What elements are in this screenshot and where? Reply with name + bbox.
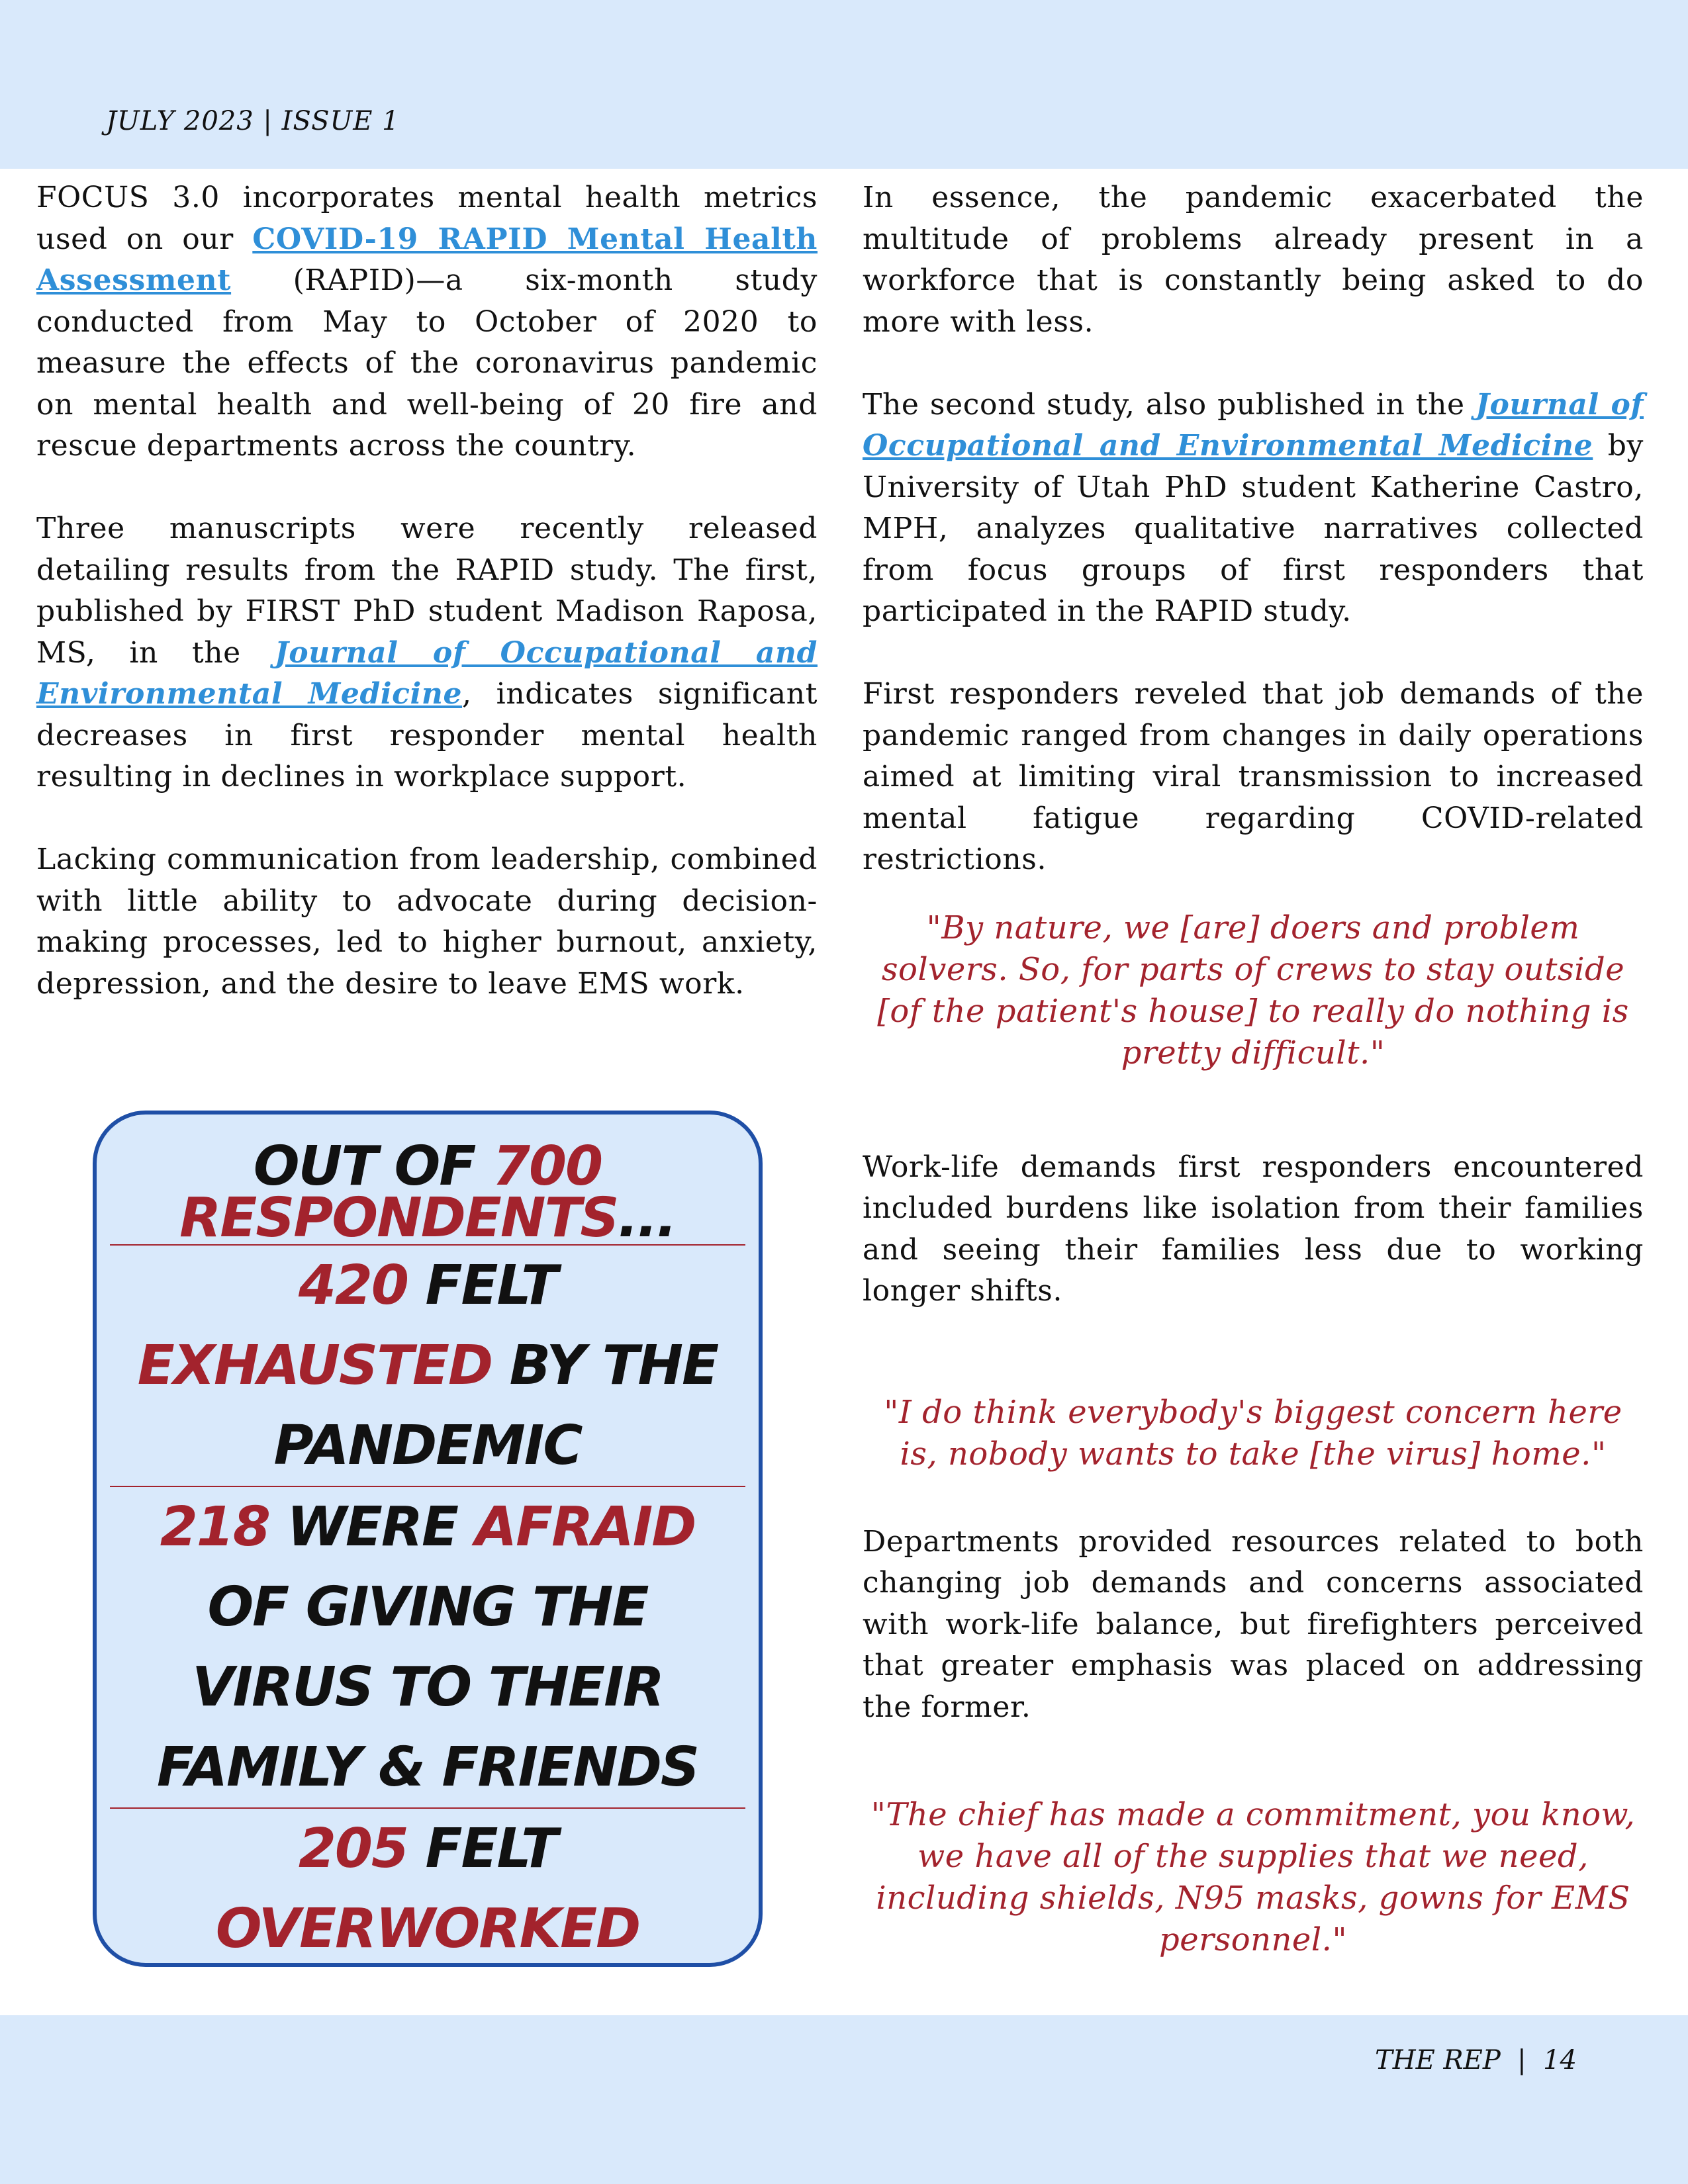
paragraph-text: Three manuscripts were recently released detailing results from the RAPID study. The first, published by FIRST PhD student Madison Raposa, MS, in the — [36, 512, 818, 670]
stat-text: RESPONDENTS — [179, 1187, 618, 1250]
stats-heading — [97, 1115, 759, 1250]
stat-text: EXHAUSTED — [137, 1334, 492, 1397]
stat-exhausted — [97, 1246, 759, 1486]
stat-text: FELT — [407, 1817, 557, 1880]
stat-number: 420 — [298, 1254, 408, 1317]
paragraph-second-study — [863, 385, 1644, 633]
rapid-assessment-link[interactable]: COVID-19 RAPID Mental Health Assessment — [36, 222, 818, 297]
stat-text: WERE — [269, 1496, 475, 1559]
paragraph-rapid-intro — [36, 177, 818, 467]
stat-afraid — [97, 1487, 759, 1807]
pull-quote-2: "I do think everybody's biggest concern here is, nobody wants to take [the virus] home." — [884, 1393, 1622, 1473]
pull-quote-1: "By nature, we [are] doers and problem solvers. So, for parts of crews to stay outside [of the patient's house] to really do nothing is pretty difficult." — [877, 909, 1629, 1071]
paragraph-essence: In essence, the pandemic exacerbated the multitude of problems already present in a workforce that is constantly being asked to do more with less. — [863, 181, 1644, 339]
paragraph-job-demands: First responders reveled that job demands of the pandemic ranged from changes in daily operations aimed at limiting viral transmission to increased mental fatigue regarding COVID-related restrictions. — [863, 677, 1644, 876]
header-band — [0, 0, 1688, 169]
stat-number: 218 — [160, 1496, 269, 1559]
stats-box — [93, 1111, 763, 1967]
journal-link-2[interactable]: Journal of Occupational and Environmental Medicine — [863, 387, 1644, 463]
stat-number: 205 — [298, 1817, 408, 1880]
issue-label: JULY 2023 | ISSUE 1 — [106, 106, 400, 136]
paragraph-text: FOCUS 3.0 incorporates mental health metrics used on our — [36, 181, 818, 256]
paragraph-work-life: Work-life demands first responders encountered included burdens like isolation from their families and seeing their families less due to working longer shifts. — [863, 1150, 1644, 1308]
footer-band — [0, 2015, 1688, 2184]
paragraph-text: The second study, also published in the — [863, 387, 1476, 422]
stat-text: ... — [618, 1187, 676, 1250]
pull-quote-3: "The chief has made a commitment, you know, we have all of the supplies that we need, including shields, N95 masks, gowns for EMS personnel." — [870, 1796, 1636, 1958]
stat-text: BY THE — [492, 1334, 718, 1397]
respondent-count: 700 — [492, 1135, 602, 1198]
stat-text: AFRAID — [475, 1496, 696, 1559]
paragraph-text: by University of Utah PhD student Katherine Castro, MPH, analyzes qualitative narratives collected from focus groups of first responders that participated in the RAPID study. — [863, 429, 1644, 628]
stat-text: PANDEMIC — [273, 1414, 582, 1477]
paragraph-text: , indicates significant decreases in first responder mental health resulting in declines in workplace support. — [36, 677, 818, 794]
footer-page-label: THE REP | 14 — [1375, 2045, 1577, 2075]
right-column — [863, 177, 1644, 2003]
stat-overworked — [97, 1809, 759, 1969]
paragraph-resources: Departments provided resources related to both changing job demands and concerns associated with work-life balance, but firefighters perceived that greater emphasis was placed on addressing the former. — [863, 1524, 1644, 1724]
stat-text: VIRUS TO THEIR — [192, 1656, 663, 1719]
stat-text: OVERWORKED — [215, 1897, 640, 1960]
paragraph-leadership: Lacking communication from leadership, combined with little ability to advocate during decision-making processes, led to higher burnout, anxiety, depression, and the desire to leave EMS work. — [36, 842, 818, 1001]
paragraph-manuscripts — [36, 508, 818, 798]
stat-text: FELT — [407, 1254, 557, 1317]
stat-text: FAMILY & FRIENDS — [157, 1736, 698, 1799]
journal-link-1[interactable]: Journal of Occupational and Environmental Medicine — [36, 635, 818, 711]
paragraph-text: (RAPID)—a six-month study conducted from May to October of 2020 to measure the effects of the coronavirus pandemic on mental health and well-being of 20 fire and rescue departments across the country. — [36, 263, 818, 463]
stat-text: OUT OF — [253, 1135, 492, 1198]
stat-text: OF GIVING THE — [207, 1576, 648, 1639]
left-column — [36, 177, 818, 1046]
